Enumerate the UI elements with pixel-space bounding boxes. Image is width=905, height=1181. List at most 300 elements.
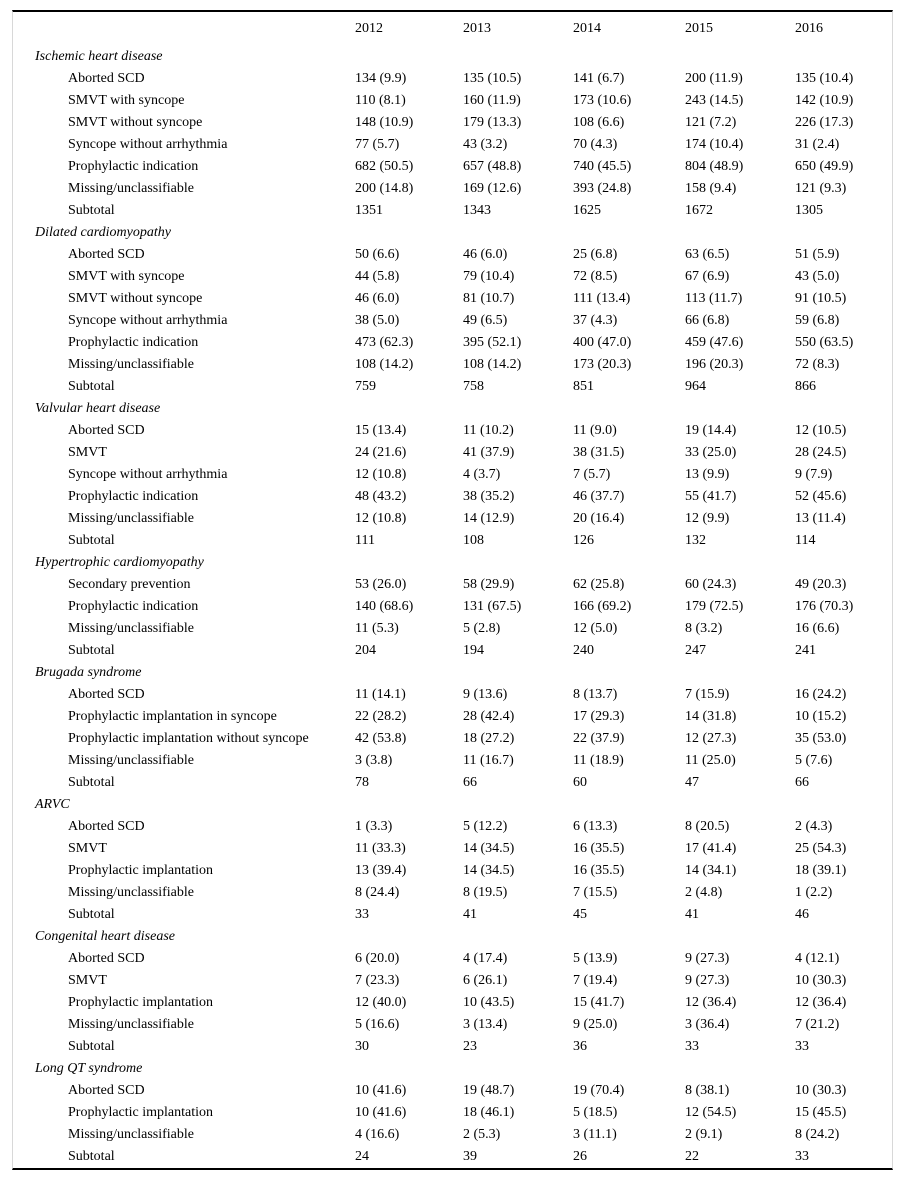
cell-value: 13 (11.4) <box>795 511 846 526</box>
row-label: SMVT with syncope <box>68 93 185 108</box>
cell-value: 7 (5.7) <box>573 467 611 482</box>
row-label: Missing/unclassifiable <box>68 181 194 196</box>
data-row <box>13 640 892 662</box>
cell-value: 173 (20.3) <box>573 357 632 372</box>
cell-value: 158 (9.4) <box>685 181 737 196</box>
cell-value: 14 (34.1) <box>685 863 737 878</box>
cell-value: 4 (3.7) <box>463 467 501 482</box>
data-row <box>13 1036 892 1058</box>
cell-value: 5 (2.8) <box>463 621 501 636</box>
cell-value: 9 (27.3) <box>685 951 730 966</box>
row-label: Subtotal <box>68 907 115 922</box>
data-row <box>13 156 892 178</box>
cell-value: 11 (16.7) <box>463 753 514 768</box>
cell-value: 393 (24.8) <box>573 181 632 196</box>
cell-value: 8 (3.2) <box>685 621 723 636</box>
cell-value: 43 (3.2) <box>463 137 508 152</box>
cell-value: 1343 <box>463 203 491 218</box>
cell-value: 121 (7.2) <box>685 115 737 130</box>
cell-value: 46 (6.0) <box>355 291 400 306</box>
data-row <box>13 882 892 904</box>
cell-value: 63 (6.5) <box>685 247 730 262</box>
row-label: Missing/unclassifiable <box>68 1127 194 1142</box>
data-table <box>13 12 892 1168</box>
section-title: ARVC <box>35 797 70 812</box>
data-row <box>13 354 892 376</box>
cell-value: 31 (2.4) <box>795 137 840 152</box>
data-row <box>13 728 892 750</box>
cell-value: 12 (10.5) <box>795 423 847 438</box>
cell-value: 11 (5.3) <box>355 621 399 636</box>
row-label: Prophylactic implantation <box>68 863 214 878</box>
row-label: Missing/unclassifiable <box>68 511 194 526</box>
cell-value: 657 (48.8) <box>463 159 522 174</box>
cell-value: 41 <box>685 907 699 922</box>
cell-value: 179 (72.5) <box>685 599 744 614</box>
row-label: Prophylactic implantation in syncope <box>68 709 277 724</box>
cell-value: 28 (42.4) <box>463 709 515 724</box>
cell-value: 39 <box>463 1149 477 1164</box>
cell-value: 8 (38.1) <box>685 1083 730 1098</box>
cell-value: 964 <box>685 379 706 394</box>
data-row <box>13 1124 892 1146</box>
cell-value: 55 (41.7) <box>685 489 737 504</box>
row-label: Aborted SCD <box>68 423 145 438</box>
cell-value: 2 (5.3) <box>463 1127 501 1142</box>
cell-value: 19 (14.4) <box>685 423 737 438</box>
header-year: 2013 <box>463 21 491 36</box>
row-label: Subtotal <box>68 643 115 658</box>
cell-value: 47 <box>685 775 699 790</box>
cell-value: 46 (37.7) <box>573 489 625 504</box>
cell-value: 25 (54.3) <box>795 841 847 856</box>
cell-value: 20 (16.4) <box>573 511 625 526</box>
cell-value: 12 (5.0) <box>573 621 618 636</box>
row-label: Missing/unclassifiable <box>68 753 194 768</box>
cell-value: 91 (10.5) <box>795 291 847 306</box>
cell-value: 37 (4.3) <box>573 313 618 328</box>
row-label: SMVT with syncope <box>68 269 185 284</box>
data-row <box>13 772 892 794</box>
row-label: Prophylactic indication <box>68 159 199 174</box>
data-row <box>13 486 892 508</box>
cell-value: 49 (6.5) <box>463 313 508 328</box>
cell-value: 7 (23.3) <box>355 973 400 988</box>
cell-value: 41 (37.9) <box>463 445 515 460</box>
row-label: Subtotal <box>68 1149 115 1164</box>
table-body <box>13 46 892 1168</box>
cell-value: 131 (67.5) <box>463 599 522 614</box>
cell-value: 135 (10.5) <box>463 71 522 86</box>
cell-value: 42 (53.8) <box>355 731 407 746</box>
cell-value: 10 (30.3) <box>795 973 847 988</box>
cell-value: 16 (24.2) <box>795 687 847 702</box>
cell-value: 11 (33.3) <box>355 841 406 856</box>
cell-value: 45 <box>573 907 587 922</box>
cell-value: 12 (40.0) <box>355 995 407 1010</box>
data-row <box>13 904 892 926</box>
cell-value: 148 (10.9) <box>355 115 414 130</box>
row-label: Missing/unclassifiable <box>68 621 194 636</box>
row-label: SMVT <box>68 841 107 856</box>
cell-value: 240 <box>573 643 594 658</box>
row-label: Aborted SCD <box>68 1083 145 1098</box>
data-row <box>13 970 892 992</box>
cell-value: 2 (9.1) <box>685 1127 723 1142</box>
cell-value: 22 (37.9) <box>573 731 625 746</box>
cell-value: 67 (6.9) <box>685 269 730 284</box>
cell-value: 16 (6.6) <box>795 621 840 636</box>
cell-value: 33 <box>795 1039 809 1054</box>
cell-value: 1625 <box>573 203 601 218</box>
cell-value: 33 (25.0) <box>685 445 737 460</box>
data-row <box>13 948 892 970</box>
cell-value: 38 (35.2) <box>463 489 515 504</box>
indications-by-year-table <box>12 10 893 1170</box>
cell-value: 49 (20.3) <box>795 577 847 592</box>
cell-value: 38 (31.5) <box>573 445 625 460</box>
cell-value: 7 (21.2) <box>795 1017 840 1032</box>
cell-value: 10 (30.3) <box>795 1083 847 1098</box>
cell-value: 15 (41.7) <box>573 995 625 1010</box>
cell-value: 22 <box>685 1149 699 1164</box>
cell-value: 851 <box>573 379 594 394</box>
row-label: SMVT without syncope <box>68 115 203 130</box>
cell-value: 7 (19.4) <box>573 973 618 988</box>
cell-value: 142 (10.9) <box>795 93 854 108</box>
cell-value: 5 (7.6) <box>795 753 833 768</box>
cell-value: 18 (46.1) <box>463 1105 515 1120</box>
cell-value: 8 (24.4) <box>355 885 400 900</box>
cell-value: 1672 <box>685 203 713 218</box>
cell-value: 14 (34.5) <box>463 863 515 878</box>
cell-value: 59 (6.8) <box>795 313 840 328</box>
cell-value: 179 (13.3) <box>463 115 522 130</box>
data-row <box>13 420 892 442</box>
cell-value: 169 (12.6) <box>463 181 522 196</box>
cell-value: 6 (26.1) <box>463 973 508 988</box>
cell-value: 16 (35.5) <box>573 863 625 878</box>
cell-value: 1351 <box>355 203 383 218</box>
cell-value: 15 (13.4) <box>355 423 407 438</box>
cell-value: 10 (15.2) <box>795 709 847 724</box>
cell-value: 200 (11.9) <box>685 71 743 86</box>
cell-value: 111 (13.4) <box>573 291 631 306</box>
cell-value: 108 (6.6) <box>573 115 625 130</box>
cell-value: 758 <box>463 379 484 394</box>
data-row <box>13 860 892 882</box>
cell-value: 9 (25.0) <box>573 1017 618 1032</box>
data-row <box>13 266 892 288</box>
cell-value: 804 (48.9) <box>685 159 744 174</box>
cell-value: 3 (3.8) <box>355 753 393 768</box>
section-title: Valvular heart disease <box>35 401 161 416</box>
cell-value: 11 (10.2) <box>463 423 514 438</box>
row-label: Prophylactic indication <box>68 335 199 350</box>
header-year: 2015 <box>685 21 713 36</box>
cell-value: 473 (62.3) <box>355 335 414 350</box>
cell-value: 62 (25.8) <box>573 577 625 592</box>
cell-value: 15 (45.5) <box>795 1105 847 1120</box>
data-row <box>13 838 892 860</box>
cell-value: 43 (5.0) <box>795 269 840 284</box>
cell-value: 1305 <box>795 203 823 218</box>
section-title: Ischemic heart disease <box>35 49 163 64</box>
cell-value: 5 (12.2) <box>463 819 508 834</box>
cell-value: 12 (36.4) <box>685 995 737 1010</box>
data-row <box>13 244 892 266</box>
cell-value: 36 <box>573 1039 587 1054</box>
data-row <box>13 530 892 552</box>
cell-value: 134 (9.9) <box>355 71 407 86</box>
cell-value: 111 <box>355 533 375 548</box>
cell-value: 204 <box>355 643 376 658</box>
cell-value: 70 (4.3) <box>573 137 618 152</box>
cell-value: 5 (18.5) <box>573 1105 618 1120</box>
cell-value: 12 (54.5) <box>685 1105 737 1120</box>
data-row <box>13 112 892 134</box>
data-row <box>13 332 892 354</box>
data-row <box>13 200 892 222</box>
data-row <box>13 1102 892 1124</box>
cell-value: 140 (68.6) <box>355 599 414 614</box>
cell-value: 17 (41.4) <box>685 841 737 856</box>
cell-value: 226 (17.3) <box>795 115 854 130</box>
cell-value: 550 (63.5) <box>795 335 854 350</box>
cell-value: 174 (10.4) <box>685 137 744 152</box>
cell-value: 18 (27.2) <box>463 731 515 746</box>
row-label: Subtotal <box>68 775 115 790</box>
section-header-row <box>13 926 892 948</box>
row-label: Aborted SCD <box>68 687 145 702</box>
cell-value: 10 (41.6) <box>355 1105 407 1120</box>
data-row <box>13 684 892 706</box>
row-label: Aborted SCD <box>68 71 145 86</box>
cell-value: 58 (29.9) <box>463 577 515 592</box>
data-row <box>13 90 892 112</box>
cell-value: 241 <box>795 643 816 658</box>
cell-value: 12 (10.8) <box>355 467 407 482</box>
cell-value: 46 <box>795 907 809 922</box>
cell-value: 682 (50.5) <box>355 159 414 174</box>
cell-value: 81 (10.7) <box>463 291 515 306</box>
cell-value: 3 (13.4) <box>463 1017 508 1032</box>
cell-value: 173 (10.6) <box>573 93 632 108</box>
data-row <box>13 134 892 156</box>
cell-value: 166 (69.2) <box>573 599 632 614</box>
data-row <box>13 508 892 530</box>
cell-value: 7 (15.9) <box>685 687 730 702</box>
cell-value: 24 (21.6) <box>355 445 407 460</box>
row-label: Prophylactic implantation <box>68 995 214 1010</box>
section-title: Brugada syndrome <box>35 665 142 680</box>
cell-value: 18 (39.1) <box>795 863 847 878</box>
cell-value: 12 (10.8) <box>355 511 407 526</box>
data-row <box>13 1014 892 1036</box>
cell-value: 33 <box>685 1039 699 1054</box>
cell-value: 10 (43.5) <box>463 995 515 1010</box>
cell-value: 33 <box>355 907 369 922</box>
cell-value: 78 <box>355 775 369 790</box>
section-header-row <box>13 398 892 420</box>
section-header-row <box>13 46 892 68</box>
data-row <box>13 68 892 90</box>
data-row <box>13 310 892 332</box>
cell-value: 10 (41.6) <box>355 1083 407 1098</box>
cell-value: 126 <box>573 533 594 548</box>
cell-value: 4 (16.6) <box>355 1127 400 1142</box>
cell-value: 50 (6.6) <box>355 247 400 262</box>
cell-value: 14 (12.9) <box>463 511 515 526</box>
row-label: SMVT <box>68 973 107 988</box>
section-title: Dilated cardiomyopathy <box>35 225 171 240</box>
cell-value: 2 (4.3) <box>795 819 833 834</box>
cell-value: 44 (5.8) <box>355 269 400 284</box>
row-label: Syncope without arrhythmia <box>68 467 228 482</box>
row-label: SMVT <box>68 445 107 460</box>
cell-value: 22 (28.2) <box>355 709 407 724</box>
row-label: SMVT without syncope <box>68 291 203 306</box>
row-label: Subtotal <box>68 533 115 548</box>
cell-value: 6 (20.0) <box>355 951 400 966</box>
section-header-row <box>13 1058 892 1080</box>
cell-value: 46 (6.0) <box>463 247 508 262</box>
cell-value: 53 (26.0) <box>355 577 407 592</box>
row-label: Syncope without arrhythmia <box>68 137 228 152</box>
cell-value: 25 (6.8) <box>573 247 618 262</box>
cell-value: 650 (49.9) <box>795 159 854 174</box>
cell-value: 8 (19.5) <box>463 885 508 900</box>
row-label: Missing/unclassifiable <box>68 357 194 372</box>
row-label: Subtotal <box>68 1039 115 1054</box>
cell-value: 400 (47.0) <box>573 335 632 350</box>
row-label: Subtotal <box>68 379 115 394</box>
cell-value: 194 <box>463 643 484 658</box>
data-row <box>13 596 892 618</box>
cell-value: 108 <box>463 533 484 548</box>
row-label: Missing/unclassifiable <box>68 885 194 900</box>
cell-value: 26 <box>573 1149 587 1164</box>
section-header-row <box>13 552 892 574</box>
cell-value: 60 (24.3) <box>685 577 737 592</box>
cell-value: 3 (36.4) <box>685 1017 730 1032</box>
row-label: Aborted SCD <box>68 819 145 834</box>
cell-value: 66 (6.8) <box>685 313 730 328</box>
row-label: Prophylactic implantation without syncope <box>68 731 309 746</box>
cell-value: 13 (39.4) <box>355 863 407 878</box>
cell-value: 66 <box>795 775 809 790</box>
cell-value: 48 (43.2) <box>355 489 407 504</box>
cell-value: 395 (52.1) <box>463 335 522 350</box>
cell-value: 12 (36.4) <box>795 995 847 1010</box>
row-label: Syncope without arrhythmia <box>68 313 228 328</box>
cell-value: 176 (70.3) <box>795 599 854 614</box>
cell-value: 11 (14.1) <box>355 687 406 702</box>
cell-value: 200 (14.8) <box>355 181 414 196</box>
data-row <box>13 992 892 1014</box>
cell-value: 52 (45.6) <box>795 489 847 504</box>
data-row <box>13 178 892 200</box>
cell-value: 1 (2.2) <box>795 885 833 900</box>
header-year: 2012 <box>355 21 383 36</box>
cell-value: 51 (5.9) <box>795 247 840 262</box>
cell-value: 759 <box>355 379 376 394</box>
cell-value: 113 (11.7) <box>685 291 743 306</box>
cell-value: 9 (7.9) <box>795 467 833 482</box>
row-label: Prophylactic indication <box>68 599 199 614</box>
cell-value: 8 (20.5) <box>685 819 730 834</box>
cell-value: 72 (8.3) <box>795 357 840 372</box>
cell-value: 121 (9.3) <box>795 181 847 196</box>
header-year: 2016 <box>795 21 823 36</box>
section-header-row <box>13 222 892 244</box>
cell-value: 24 <box>355 1149 369 1164</box>
cell-value: 1 (3.3) <box>355 819 393 834</box>
cell-value: 9 (27.3) <box>685 973 730 988</box>
data-row <box>13 376 892 398</box>
cell-value: 866 <box>795 379 816 394</box>
cell-value: 114 <box>795 533 816 548</box>
row-label: Prophylactic implantation <box>68 1105 214 1120</box>
cell-value: 13 (9.9) <box>685 467 730 482</box>
row-label: Prophylactic indication <box>68 489 199 504</box>
data-row <box>13 816 892 838</box>
cell-value: 7 (15.5) <box>573 885 618 900</box>
cell-value: 12 (27.3) <box>685 731 737 746</box>
section-title: Congenital heart disease <box>35 929 175 944</box>
cell-value: 28 (24.5) <box>795 445 847 460</box>
cell-value: 11 (9.0) <box>573 423 617 438</box>
cell-value: 14 (31.8) <box>685 709 737 724</box>
row-label: Missing/unclassifiable <box>68 1017 194 1032</box>
cell-value: 108 (14.2) <box>355 357 414 372</box>
header-year: 2014 <box>573 21 601 36</box>
cell-value: 11 (25.0) <box>685 753 736 768</box>
row-label: Secondary prevention <box>68 577 191 592</box>
cell-value: 41 <box>463 907 477 922</box>
cell-value: 132 <box>685 533 706 548</box>
cell-value: 33 <box>795 1149 809 1164</box>
cell-value: 12 (9.9) <box>685 511 730 526</box>
cell-value: 247 <box>685 643 706 658</box>
cell-value: 72 (8.5) <box>573 269 618 284</box>
cell-value: 8 (24.2) <box>795 1127 840 1142</box>
cell-value: 108 (14.2) <box>463 357 522 372</box>
header-empty-cell <box>13 12 355 46</box>
cell-value: 141 (6.7) <box>573 71 625 86</box>
data-row <box>13 574 892 596</box>
cell-value: 5 (13.9) <box>573 951 618 966</box>
cell-value: 23 <box>463 1039 477 1054</box>
cell-value: 35 (53.0) <box>795 731 847 746</box>
table-header-row <box>13 12 892 46</box>
cell-value: 79 (10.4) <box>463 269 515 284</box>
cell-value: 740 (45.5) <box>573 159 632 174</box>
section-title: Long QT syndrome <box>35 1061 143 1076</box>
data-row <box>13 706 892 728</box>
cell-value: 135 (10.4) <box>795 71 854 86</box>
cell-value: 16 (35.5) <box>573 841 625 856</box>
section-header-row <box>13 662 892 684</box>
cell-value: 196 (20.3) <box>685 357 744 372</box>
data-row <box>13 464 892 486</box>
cell-value: 6 (13.3) <box>573 819 618 834</box>
cell-value: 17 (29.3) <box>573 709 625 724</box>
cell-value: 11 (18.9) <box>573 753 624 768</box>
cell-value: 66 <box>463 775 477 790</box>
row-label: Aborted SCD <box>68 247 145 262</box>
cell-value: 60 <box>573 775 587 790</box>
